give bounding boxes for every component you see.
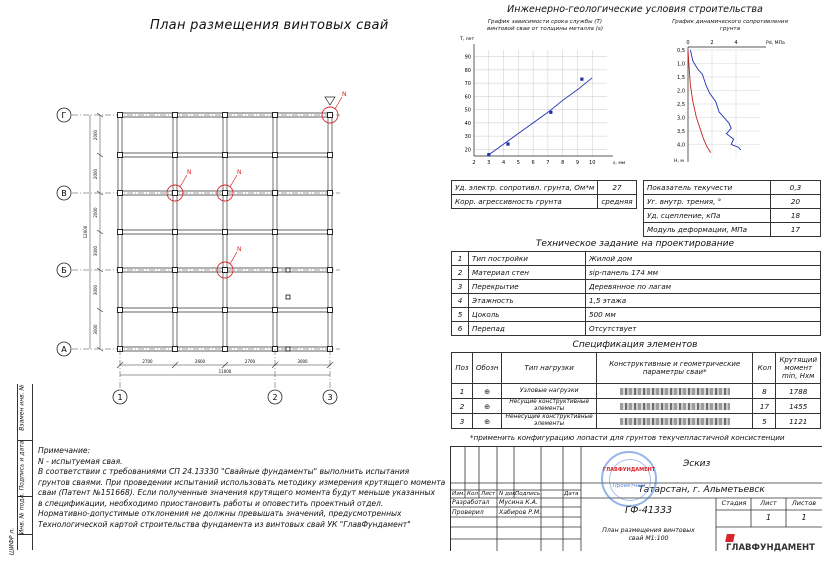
company-name: ГЛАВФУНДАМЕНТ — [726, 543, 815, 553]
stamp-col-list: Лист — [481, 491, 496, 497]
dim-text: 2000 — [93, 168, 98, 180]
dim-text: 3000 — [93, 284, 98, 296]
stamp-drawing-name: План размещения винтовых свай М1:100 — [602, 527, 695, 542]
table-row — [452, 322, 821, 336]
pile-mark — [273, 268, 278, 273]
chart1-title: График зависимости срока службы (Т) винтовой сваи от толщины металла (s) — [486, 19, 604, 32]
stamp-col-izm: Изм. — [452, 491, 466, 497]
y-tick-label: 30 — [464, 134, 471, 141]
y-tick-label: 90 — [464, 54, 471, 61]
x-axis-label: s, мм — [613, 161, 626, 166]
y-tick-label: 3,5 — [677, 129, 685, 135]
dim-text: 3000 — [297, 359, 308, 364]
soil-props-left — [451, 180, 637, 209]
axis-label: В — [61, 189, 67, 198]
spec-torque: 1788 — [776, 384, 821, 399]
pile-mark — [223, 347, 228, 352]
test-pile-label: N — [187, 169, 192, 176]
y-tick-label: 1,5 — [677, 75, 685, 81]
soil-label: Уд. сцепление, кПа — [644, 209, 771, 223]
stamp-col-podp: Подпись — [515, 491, 541, 497]
table-row — [644, 181, 821, 195]
y-tick-label: 50 — [464, 107, 471, 114]
y-tick-label: 80 — [464, 67, 471, 74]
seal-text-bottom: Проектный — [612, 483, 646, 489]
chart-service-life — [452, 36, 624, 172]
margin-label-replace: Взамен инв. № — [18, 384, 26, 431]
stamp-location: Татарстан, г. Альметьевск — [638, 485, 765, 495]
stamp-sheet-value: 1 — [765, 513, 772, 522]
y-tick-label: 20 — [464, 147, 471, 154]
pile-mark — [118, 191, 123, 196]
table-row — [452, 414, 821, 429]
x-tick-label: 0 — [686, 40, 690, 46]
pile-mark — [118, 113, 123, 118]
table-row — [452, 252, 821, 266]
stamp-col-kol: Кол. — [467, 491, 480, 497]
tech-key: Материал стен — [469, 266, 586, 280]
tech-key: Цоколь — [469, 308, 586, 322]
stamp-sheets-value: 1 — [801, 513, 807, 522]
table-row — [644, 209, 821, 223]
pile-mark — [273, 308, 278, 313]
test-pile-leader — [180, 175, 187, 187]
spec-type: Узловые нагрузки — [502, 384, 597, 399]
seal-text-top: ГЛАВФУНДАМЕНТ — [602, 467, 656, 473]
pile-symbol-icon: ⊕ — [472, 399, 501, 414]
spec-header: Крутящий момент min, Нхм — [776, 353, 821, 384]
left-margin-strip — [2, 384, 33, 556]
title-block — [450, 446, 822, 551]
series-line — [489, 78, 592, 155]
axis-label: Б — [61, 266, 67, 275]
y-tick-label: 4,0 — [677, 142, 685, 149]
series-line — [690, 50, 740, 150]
note-line-5: в спецификации, необходимо приостановить работы и оповестить проектный отдел. — [38, 498, 384, 508]
stamp-col-data: Дата — [564, 491, 579, 497]
y-tick-label: 2,5 — [677, 102, 685, 108]
pile-mark — [223, 308, 228, 313]
spec-table — [451, 352, 821, 429]
blurred-params — [596, 384, 753, 399]
spec-footnote: *применить конфигурацию лопасти для грунтов текучепластичной консистенции — [470, 433, 785, 442]
axis-label: А — [61, 345, 67, 354]
soil-label: Уг. внутр. трения, ° — [644, 195, 771, 209]
note-line-6: Нормативно-допустимые отклонения не должны превышать значений, предусмотренных — [38, 509, 402, 518]
notes-block — [38, 446, 448, 530]
y-axis-label: Н, м — [674, 159, 684, 164]
pile-mark — [223, 268, 228, 273]
tech-title: Техническое задание на проектирование — [535, 239, 735, 249]
tech-key: Этажность — [469, 294, 586, 308]
spec-header: Тип нагрузки — [502, 353, 597, 384]
stamp-sheet-label: Лист — [760, 499, 777, 507]
pile-mark — [223, 230, 228, 235]
pile-mark — [118, 268, 123, 273]
test-pile-leader — [230, 175, 237, 187]
note-line-2: В соответствии с требованиями СП 24.13330 "Свайные фундаменты" выполнить испытания — [38, 467, 410, 476]
tech-value: 1,5 этажа — [586, 294, 821, 308]
pile-mark — [118, 230, 123, 235]
table-row — [452, 308, 821, 322]
pile-mark — [273, 153, 278, 158]
data-point — [487, 153, 490, 156]
spec-header: Обозн — [472, 353, 501, 384]
table-row — [452, 280, 821, 294]
pile-mark — [223, 113, 228, 118]
test-pile-label: N — [237, 169, 242, 176]
tech-value: sip-панель 174 мм — [586, 266, 821, 280]
pile-symbol-icon: ⊕ — [472, 384, 501, 399]
tech-key: Перекрытие — [469, 280, 586, 294]
chart2-title: График динамического сопротивления грунта — [672, 19, 788, 32]
geology-title: Инженерно-геологические условия строительства — [507, 4, 763, 15]
soil-value: 20 — [771, 195, 821, 209]
tech-value: Деревянное по лагам — [586, 280, 821, 294]
y-tick-label: 70 — [464, 81, 471, 88]
spec-torque: 1455 — [776, 399, 821, 414]
table-row — [452, 266, 821, 280]
pile-mark — [173, 268, 178, 273]
axis-label: 2 — [272, 393, 278, 402]
x-tick-label: 3 — [487, 160, 491, 166]
soil-label: Корр. агрессивность грунта — [452, 195, 598, 209]
plan-title: План размещения винтовых свай — [150, 18, 389, 33]
pile-symbol-icon: ⊕ — [472, 414, 501, 429]
soil-value: 18 — [771, 209, 821, 223]
pile-mark — [328, 230, 333, 235]
tech-value: 500 мм — [586, 308, 821, 322]
soil-label: Показатель текучести — [644, 181, 771, 195]
spec-qty: 17 — [753, 399, 776, 414]
pile-mark — [286, 268, 290, 272]
data-point — [506, 142, 509, 145]
chart-soil-resistance — [668, 32, 785, 168]
spec-header: Конструктивные и геометрические параметры сваи* — [596, 353, 753, 384]
margin-label-inv: Инв. № подл. — [18, 492, 26, 535]
x-tick-label: 2 — [472, 160, 476, 166]
spec-pos: 2 — [452, 399, 473, 414]
tech-table — [451, 251, 821, 336]
table-row — [644, 223, 821, 237]
pile-mark — [173, 191, 178, 196]
pile-mark — [286, 295, 290, 299]
tech-value: Жилой дом — [586, 252, 821, 266]
margin-label-sign: Подпись и дата — [18, 440, 26, 491]
data-point — [549, 111, 552, 114]
test-pile-leader — [230, 252, 237, 264]
dim-text: 2000 — [93, 129, 98, 141]
table-row — [452, 181, 637, 195]
pile-mark — [118, 308, 123, 313]
stamp-code: ГФ-41333 — [624, 505, 673, 516]
soil-value: 17 — [771, 223, 821, 237]
spec-pos: 1 — [452, 384, 473, 399]
axis-label: 1 — [117, 393, 123, 402]
spec-header: Кол — [753, 353, 776, 384]
tech-key: Тип постройки — [469, 252, 586, 266]
test-pile-label: N — [237, 246, 242, 253]
elevation-triangle-icon — [325, 97, 335, 105]
soil-label: Уд. электр. сопротивл. грунта, Ом*м — [452, 181, 598, 195]
table-row — [452, 195, 637, 209]
x-tick-label: 7 — [546, 160, 550, 166]
table-row — [452, 399, 821, 414]
pile-plan-drawing — [40, 85, 430, 415]
axis-label: Г — [61, 111, 67, 120]
stamp-name-check: Хабиров Р.М. — [499, 509, 542, 516]
dim-text: 2600 — [194, 359, 206, 364]
spec-qty: 5 — [753, 414, 776, 429]
y-tick-label: 60 — [464, 94, 471, 101]
x-tick-label: 2 — [710, 40, 714, 46]
y-tick-label: 2,0 — [677, 88, 685, 95]
company-logo — [726, 533, 822, 553]
y-tick-label: 0,5 — [677, 48, 685, 54]
stamp-role-check: Проверил — [452, 509, 484, 516]
soil-value: 27 — [598, 181, 636, 195]
dim-text: 3000 — [93, 245, 98, 257]
note-line-1: N - испытуемая свая. — [38, 456, 123, 466]
dim-text: 11000 — [218, 369, 232, 374]
x-axis-label: Pd, МПа — [766, 41, 785, 46]
pile-mark — [328, 113, 333, 118]
x-tick-label: 4 — [501, 160, 506, 166]
stamp-name-dev: Мусина К.А. — [499, 499, 538, 506]
pile-mark — [173, 113, 178, 118]
tech-value: Отсутствует — [586, 322, 821, 336]
dim-text: 12000 — [83, 225, 88, 239]
tech-num: 1 — [452, 252, 469, 266]
note-line-4: сваи (Патент №151668). Если полученные значения крутящего момента будут меньше указанных — [38, 488, 436, 497]
x-tick-label: 8 — [561, 160, 565, 166]
x-tick-label: 10 — [589, 160, 596, 166]
pile-mark — [173, 347, 178, 352]
spec-header: Поз — [452, 353, 473, 384]
pile-mark — [273, 230, 278, 235]
logo-mark-icon — [725, 534, 735, 542]
pile-mark — [328, 268, 333, 273]
spec-pos: 3 — [452, 414, 473, 429]
tech-key: Перепад — [469, 322, 586, 336]
dim-text: 3000 — [93, 324, 98, 335]
note-line-3: грунтов сваями. При проведении испытаний использовать методику измерения крутящего момента — [38, 477, 446, 487]
note-line-7: Технологической картой строительства фундамента из винтовых свай УК "ГлавФундамент" — [38, 519, 411, 529]
pile-mark — [328, 153, 333, 158]
y-tick-label: 1,0 — [677, 61, 685, 68]
pile-mark — [273, 113, 278, 118]
pile-mark — [223, 191, 228, 196]
x-tick-label: 6 — [531, 160, 535, 166]
x-tick-label: 9 — [575, 160, 580, 166]
pile-mark — [223, 153, 228, 158]
y-tick-label: 40 — [464, 120, 471, 127]
data-point — [580, 78, 583, 81]
spec-type: Ненесущие конструктивные элементы — [502, 414, 597, 429]
table-row — [644, 195, 821, 209]
y-tick-label: 3,0 — [677, 115, 685, 122]
blurred-params — [596, 399, 753, 414]
stamp-col-ndok: N док. — [499, 491, 518, 497]
test-pile-leader — [335, 97, 342, 109]
table-row — [452, 353, 821, 384]
pile-mark — [173, 308, 178, 313]
spec-torque: 1121 — [776, 414, 821, 429]
tech-num: 5 — [452, 308, 469, 322]
blurred-params — [596, 414, 753, 429]
stamp-stage-label: Стадия — [721, 499, 747, 507]
soil-value: средняя — [598, 195, 636, 209]
pile-mark — [328, 308, 333, 313]
spec-type: Несущие конструктивные элементы — [502, 399, 597, 414]
pile-mark — [273, 191, 278, 196]
stamp-sketch: Эскиз — [683, 459, 711, 469]
spec-title: Спецификация элементов — [572, 340, 698, 350]
y-axis-label: Т, лет — [460, 37, 475, 42]
tech-num: 3 — [452, 280, 469, 294]
tech-num: 4 — [452, 294, 469, 308]
pile-mark — [173, 153, 178, 158]
stamp-sheets-label: Листов — [791, 499, 817, 507]
table-row — [452, 384, 821, 399]
pile-mark — [173, 230, 178, 235]
x-tick-label: 4 — [734, 40, 738, 46]
pile-mark — [286, 347, 290, 351]
company-seal — [601, 451, 657, 507]
table-row — [452, 294, 821, 308]
spec-qty: 8 — [753, 384, 776, 399]
tech-num: 6 — [452, 322, 469, 336]
dim-text: 2000 — [93, 207, 98, 218]
pile-mark — [328, 191, 333, 196]
tech-num: 2 — [452, 266, 469, 280]
soil-props-right — [643, 180, 821, 237]
axis-label: 3 — [327, 393, 333, 402]
stamp-role-dev: Разработал — [452, 499, 490, 506]
soil-value: 0,3 — [771, 181, 821, 195]
test-pile-label: N — [342, 91, 347, 98]
series-line — [688, 50, 711, 153]
x-tick-label: 5 — [516, 160, 520, 166]
dim-text: 2700 — [142, 359, 153, 364]
margin-label-code: ШИФР л. — [8, 527, 16, 556]
notes-heading: Примечание: — [38, 446, 91, 455]
dim-text: 2700 — [244, 359, 256, 364]
soil-label: Модуль деформации, МПа — [644, 223, 771, 237]
pile-mark — [118, 153, 123, 158]
